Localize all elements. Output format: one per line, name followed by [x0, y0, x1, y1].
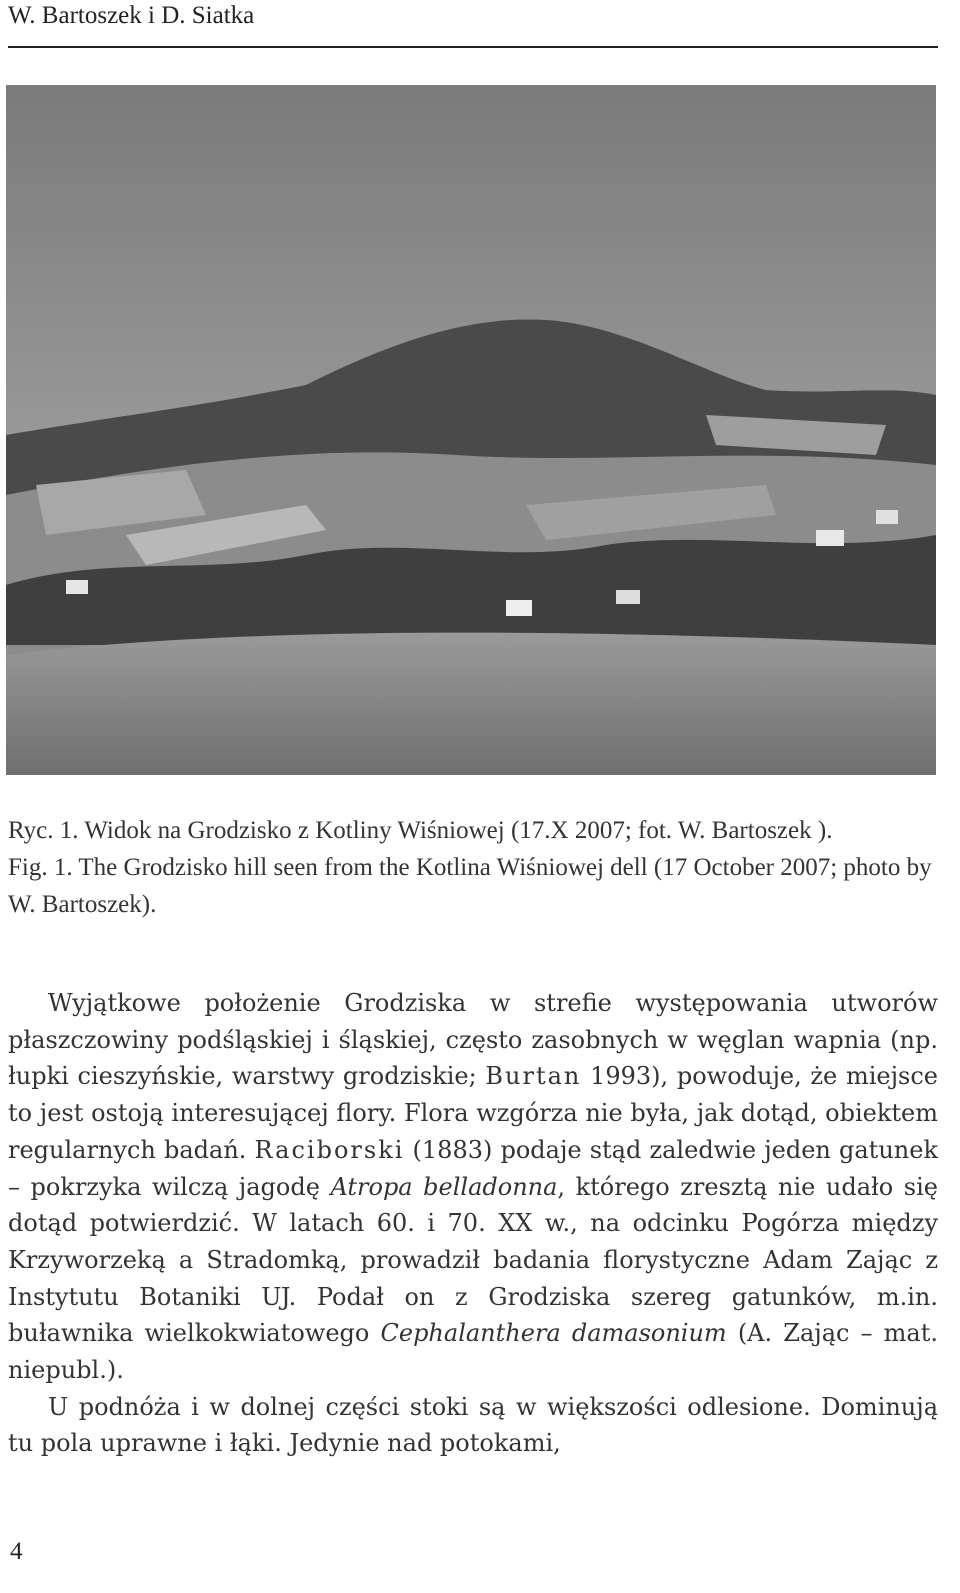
landscape-photo-icon — [6, 85, 936, 775]
paragraph-2: U podnóża i w dolnej części stoki są w większości odlesione. Dominują tu pola uprawne i łąki. Jedynie nad potokami, — [8, 1392, 938, 1458]
paragraph-1 — [8, 985, 938, 1389]
body-text — [8, 985, 938, 1462]
author-citation: Raciborski — [254, 1135, 405, 1164]
text-run: 1993), powoduje, że miejsce to jest ostoją interesującej flory. Flora wzgórza nie była, jak dotąd, obiektem regularnych badań. — [8, 1062, 938, 1164]
text-run: , którego zresztą nie udało się dotąd potwierdzić. W latach 60. i 70. XX w., na odcinku Pogórza między Krzyworzeką a Stradomką, prowadził badania florystyczne Adam Zając z Instytutu Botaniki UJ. Podał on z Grodziska szereg gatunków, m.in. buławnika wielkokwiatowego — [8, 1172, 938, 1348]
text-run: Wyjątkowe położenie Grodziska w strefie występowania utworów płaszczowiny podśląskiej i śląskiej, często zasobnych w węglan wapnia (np. łupki cieszyńskie, warstwy grodziskie; — [8, 989, 938, 1091]
author-citation: Burtan — [485, 1062, 582, 1091]
text-run: (1883) podaje stąd zaledwie jeden gatunek – pokrzyka wilczą jagodę — [8, 1135, 938, 1201]
figure-caption — [8, 812, 938, 923]
species-name: Cephalanthera damasonium — [380, 1319, 727, 1348]
page-number: 4 — [10, 1538, 23, 1565]
caption-polish: Ryc. 1. Widok na Grodzisko z Kotliny Wiśniowej (17.X 2007; fot. W. Bartoszek ). — [8, 817, 833, 844]
caption-english: Fig. 1. The Grodzisko hill seen from the Kotlina Wiśniowej dell (17 October 2007; photo by W. Bartoszek). — [8, 854, 932, 918]
running-title: W. Bartoszek i D. Siatka — [8, 2, 255, 29]
running-header — [8, 0, 938, 48]
species-name: Atropa belladonna — [330, 1172, 558, 1201]
text-run: (A. Zając – mat. niepubl.). — [8, 1319, 939, 1385]
